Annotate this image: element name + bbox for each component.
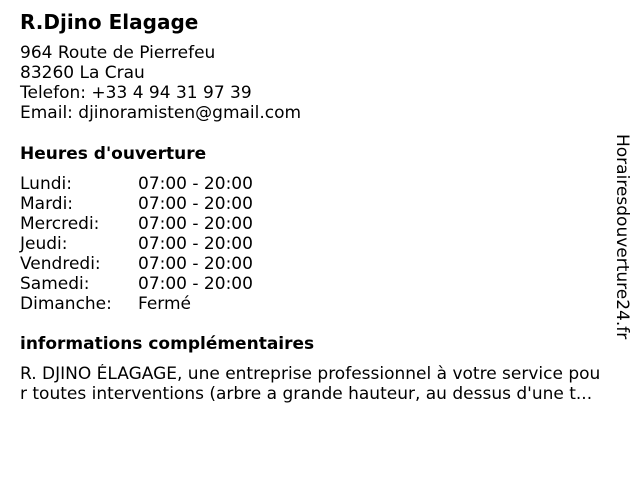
hours-value: 07:00 - 20:00 [138,174,253,194]
contact-block [20,43,301,123]
day-label: Samedi: [20,274,90,294]
phone-text: Telefon: +33 4 94 31 97 39 [20,83,252,103]
address-street: 964 Route de Pierrefeu [20,43,216,63]
day-label: Lundi: [20,174,72,194]
day-label: Mercredi: [20,214,100,234]
hours-value: 07:00 - 20:00 [138,254,253,274]
info-description [20,364,624,404]
info-line: r toutes interventions (arbre a grande hauteur, au dessus d'une t... [20,384,593,404]
hours-value: 07:00 - 20:00 [138,234,253,254]
day-label: Jeudi: [20,234,68,254]
hours-row-thursday [20,234,253,254]
info-heading: informations complémentaires [20,334,315,354]
hours-row-saturday [20,274,253,294]
hours-value: Fermé [138,294,192,314]
hours-table [20,174,253,314]
day-label: Vendredi: [20,254,101,274]
day-label: Dimanche: [20,294,112,314]
hours-value: 07:00 - 20:00 [138,214,253,234]
hours-row-tuesday [20,194,253,214]
hours-row-friday [20,254,253,274]
address-city: 83260 La Crau [20,63,145,83]
hours-row-wednesday [20,214,253,234]
hours-row-sunday [20,294,253,314]
email-text: Email: djinoramisten@gmail.com [20,103,302,123]
watermark-text: Horairesdouverture24.fr [612,134,632,340]
business-name: R.Djino Elagage [20,10,199,34]
hours-row-monday [20,174,253,194]
hours-value: 07:00 - 20:00 [138,194,253,214]
info-line: R. DJINO ÉLAGAGE, une entreprise professionnel à votre service pou [20,364,601,384]
day-label: Mardi: [20,194,74,214]
hours-value: 07:00 - 20:00 [138,274,253,294]
watermark [612,134,632,344]
hours-heading: Heures d'ouverture [20,144,207,164]
